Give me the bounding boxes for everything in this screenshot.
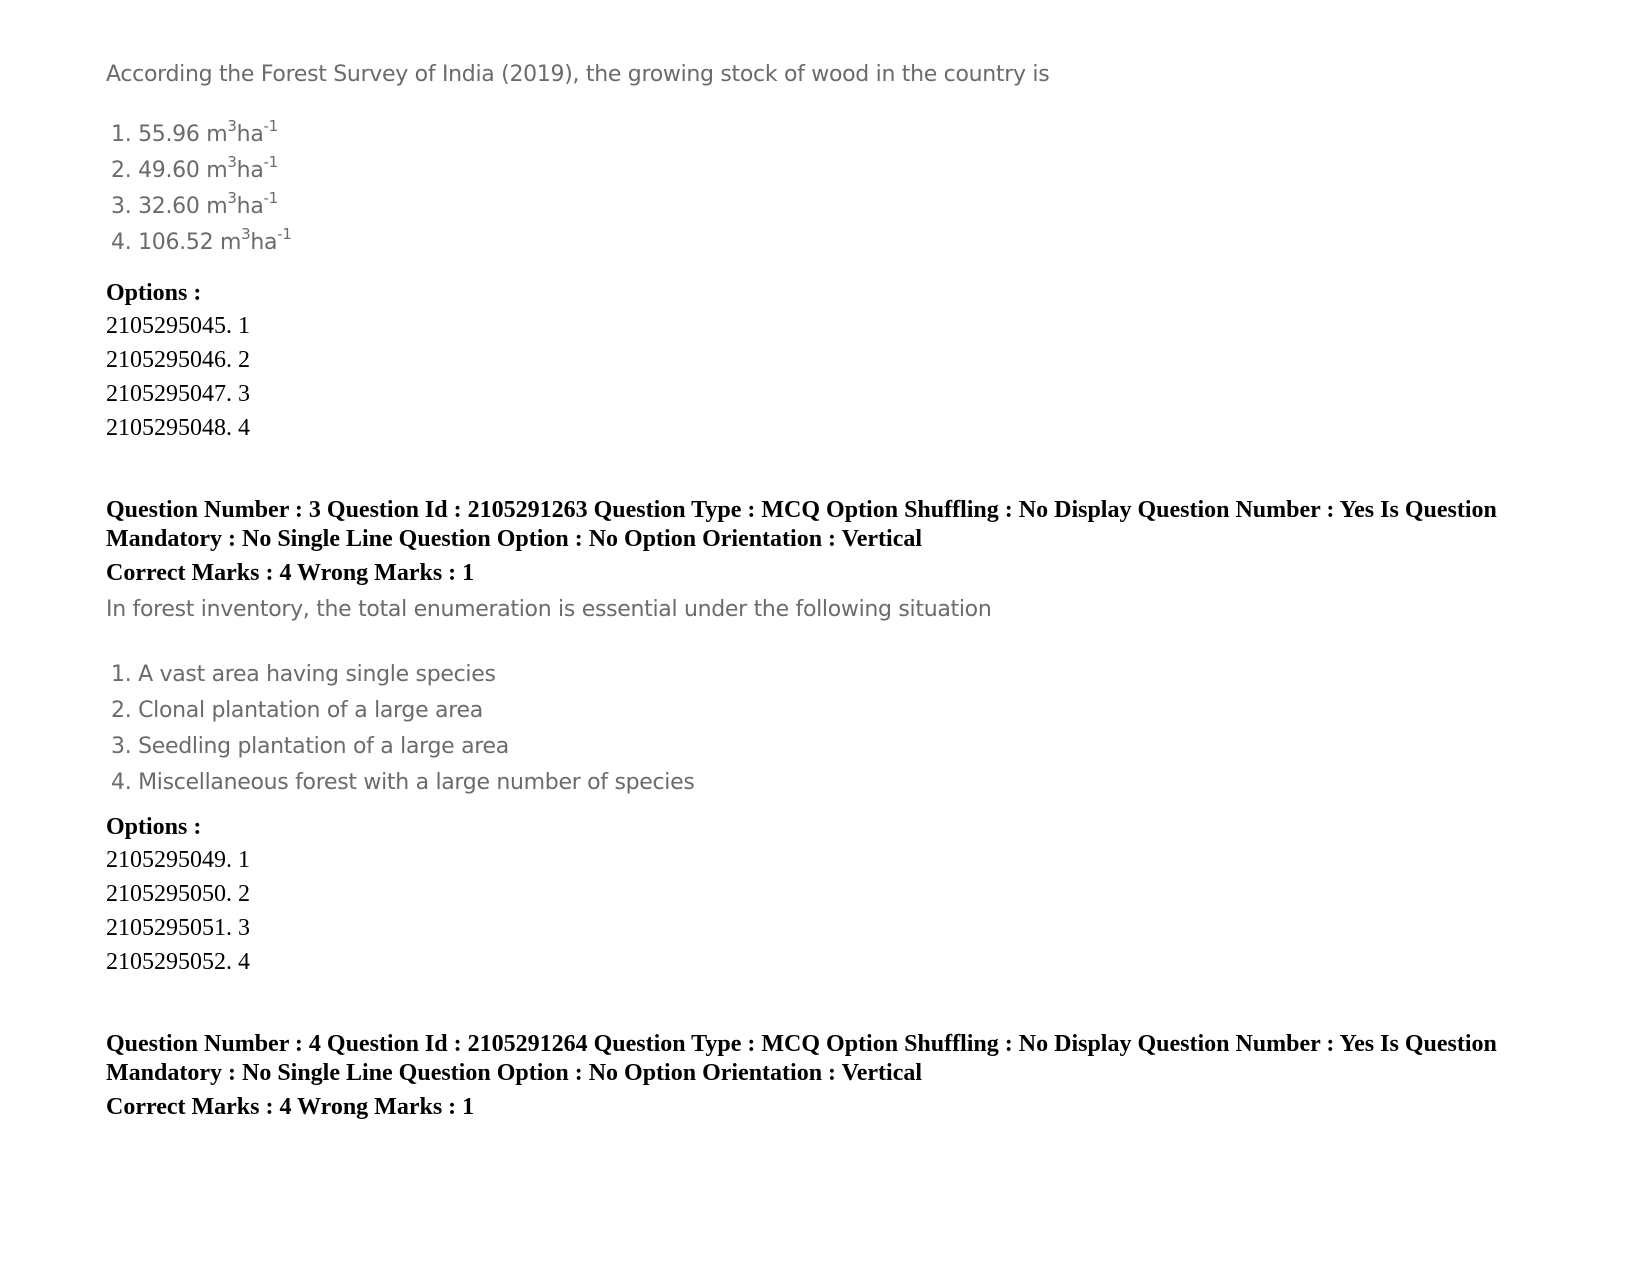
question-2-choice-2: 2. 49.60 $m^3ha^{-1}$	[111, 153, 278, 183]
question-2-option-3: 2105295047. 3	[106, 381, 250, 407]
question-3-choice-1: 1. A vast area having single species	[111, 662, 496, 687]
question-3-choice-4: 4. Miscellaneous forest with a large number of species	[111, 770, 695, 795]
question-2-choice-3: 3. 32.60 $m^3ha^{-1}$	[111, 189, 278, 219]
question-2-option-2: 2105295046. 2	[106, 347, 250, 373]
question-4-metadata	[106, 1030, 1606, 1088]
question-3-metadata	[106, 496, 1606, 554]
question-4-meta-line-1: Question Number : 4 Question Id : 2105291264 Question Type : MCQ Option Shuffling : No Display Question Number : Yes Is Question	[106, 1031, 1497, 1057]
question-3-marks: Correct Marks : 4 Wrong Marks : 1	[106, 560, 475, 586]
question-4-meta-line-2: Mandatory : No Single Line Question Option : No Option Orientation : Vertical	[106, 1060, 923, 1086]
question-3-text: In forest inventory, the total enumeration is essential under the following situation	[106, 597, 992, 622]
question-3-options-label: Options :	[106, 814, 202, 840]
question-2-option-4: 2105295048. 4	[106, 415, 250, 441]
question-3-meta-line-1: Question Number : 3 Question Id : 2105291263 Question Type : MCQ Option Shuffling : No Display Question Number : Yes Is Question	[106, 497, 1497, 523]
question-2-choice-1: 1. 55.96 $m^3ha^{-1}$	[111, 117, 278, 147]
question-3-choice-2: 2. Clonal plantation of a large area	[111, 698, 483, 723]
question-3-option-3: 2105295051. 3	[106, 915, 250, 941]
question-2-choice-4: 4. 106.52 $m^3ha^{-1}$	[111, 225, 292, 255]
question-3-meta-line-2: Mandatory : No Single Line Question Option : No Option Orientation : Vertical	[106, 526, 923, 552]
question-3-option-4: 2105295052. 4	[106, 949, 250, 975]
question-2-text: According the Forest Survey of India (2019), the growing stock of wood in the country is	[106, 62, 1050, 87]
question-2-option-1: 2105295045. 1	[106, 313, 250, 339]
question-3-option-1: 2105295049. 1	[106, 847, 250, 873]
question-3-option-2: 2105295050. 2	[106, 881, 250, 907]
question-3-choice-3: 3. Seedling plantation of a large area	[111, 734, 509, 759]
question-4-marks: Correct Marks : 4 Wrong Marks : 1	[106, 1094, 475, 1120]
question-2-options-label: Options :	[106, 280, 202, 306]
